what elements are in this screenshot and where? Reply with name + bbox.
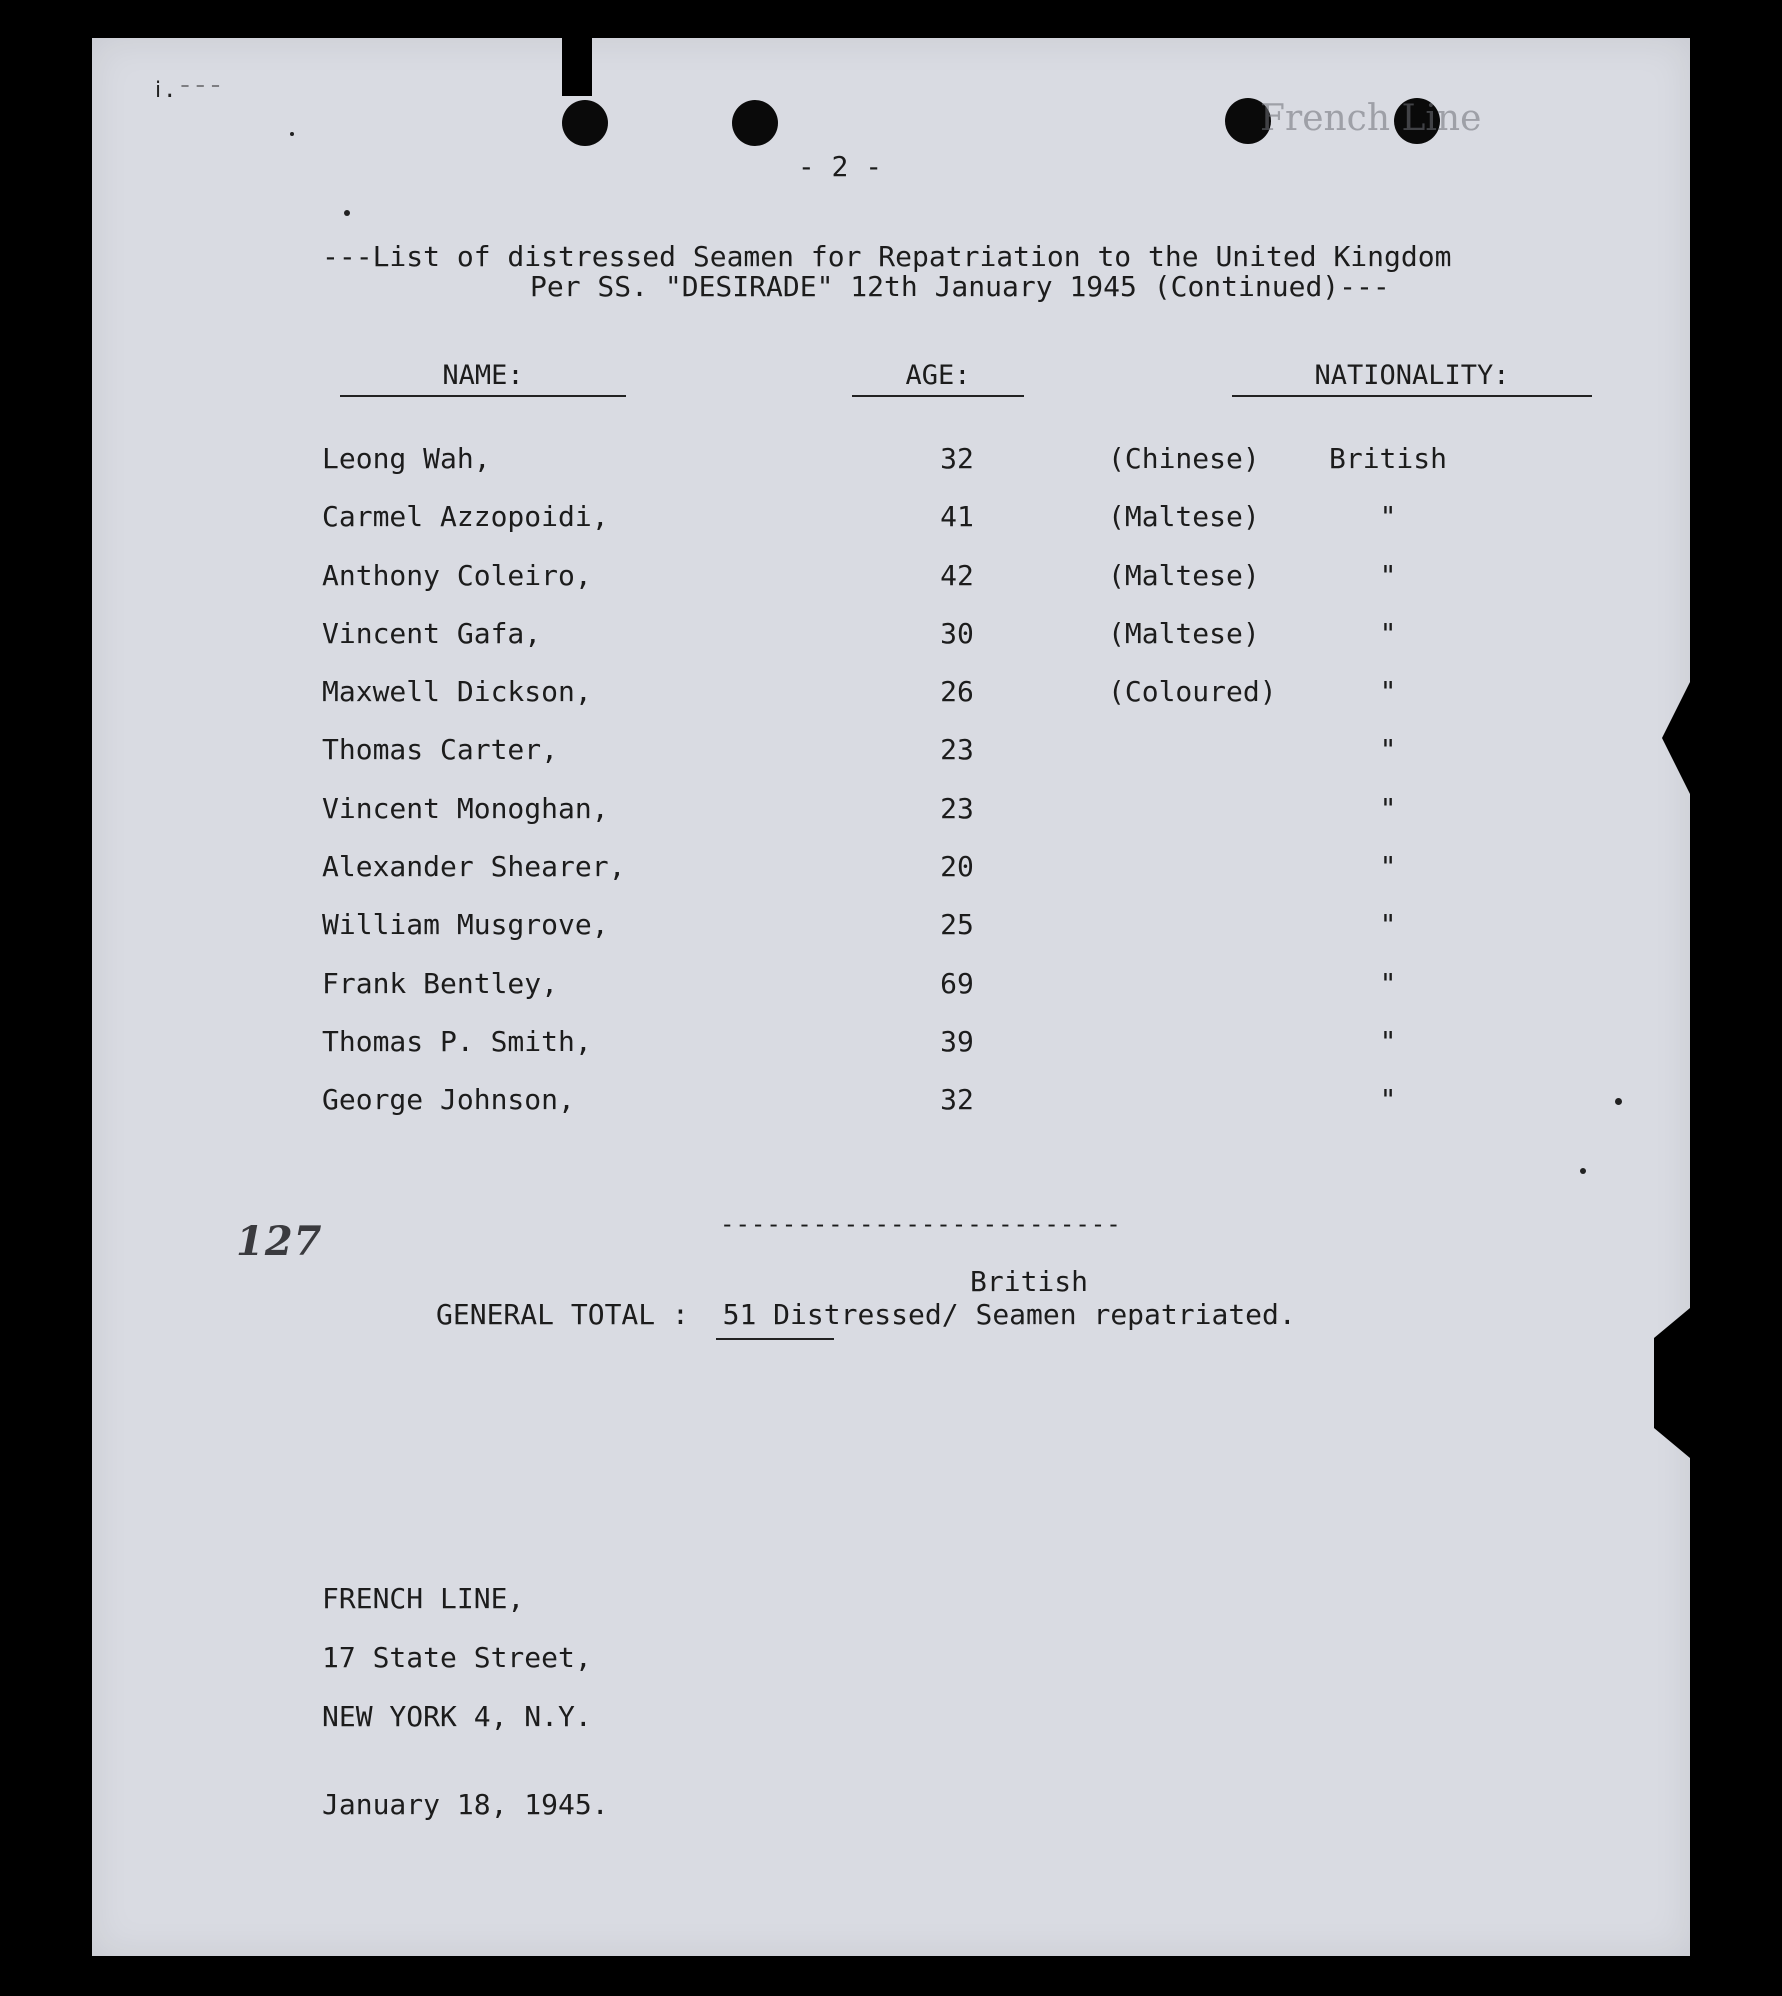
column-header-age: AGE: — [852, 360, 1024, 397]
seaman-age: 20 — [940, 850, 974, 884]
seaman-nationality: " — [1379, 966, 1397, 1000]
page-tear — [1654, 1308, 1690, 1458]
seaman-nationality: " — [1379, 791, 1397, 825]
seaman-name: Leong Wah, — [322, 442, 491, 475]
seaman-name: Alexander Shearer, — [322, 850, 626, 884]
seaman-nationality: " — [1379, 733, 1397, 767]
seaman-origin: (Coloured) — [1108, 675, 1277, 709]
inserted-word: British — [970, 1265, 1089, 1298]
table-row — [322, 792, 1522, 850]
seaman-age: 41 — [940, 500, 974, 534]
seaman-age: 32 — [940, 442, 974, 475]
ink-speck — [1580, 1168, 1586, 1174]
seaman-name: George Johnson, — [322, 1083, 575, 1117]
page-tear — [562, 38, 592, 96]
page-tear — [1662, 678, 1692, 798]
table-row — [322, 733, 1522, 791]
seaman-name: Maxwell Dickson, — [322, 675, 592, 709]
seaman-nationality: " — [1379, 850, 1397, 884]
general-total-label: GENERAL TOTAL : — [436, 1298, 689, 1331]
address-line-1: FRENCH LINE, — [322, 1582, 525, 1615]
seaman-nationality: " — [1379, 908, 1397, 942]
punch-hole — [732, 100, 778, 146]
seaman-origin: (Maltese) — [1108, 558, 1260, 592]
seaman-age: 30 — [940, 616, 974, 650]
seaman-nationality: " — [1379, 558, 1397, 592]
table-row — [322, 442, 1522, 500]
seaman-age: 25 — [940, 908, 974, 942]
column-header-nationality: NATIONALITY: — [1232, 360, 1592, 397]
title-line-2: Per SS. "DESIRADE" 12th January 1945 (Continued)--- — [530, 270, 1390, 303]
seaman-age: 69 — [940, 966, 974, 1000]
table-row — [322, 675, 1522, 733]
seaman-origin: (Maltese) — [1108, 616, 1260, 650]
seaman-age: 23 — [940, 791, 974, 825]
seaman-origin: (Maltese) — [1108, 500, 1260, 534]
column-header-name: NAME: — [340, 360, 626, 397]
stamp-number: 127 — [236, 1218, 323, 1265]
table-row — [322, 967, 1522, 1025]
general-total — [436, 1298, 1296, 1331]
punch-hole — [562, 100, 608, 146]
seaman-nationality: " — [1379, 616, 1397, 650]
table-row — [322, 850, 1522, 908]
document-title — [322, 242, 1602, 302]
seaman-nationality: British — [1328, 442, 1447, 475]
seaman-nationality: " — [1379, 675, 1397, 709]
general-total-text: 51 Distressed/ Seamen repatriated. — [722, 1298, 1296, 1331]
address-line-2: 17 State Street, — [322, 1641, 592, 1674]
table-row — [322, 1083, 1522, 1141]
seaman-age: 39 — [940, 1024, 974, 1058]
table-row — [322, 617, 1522, 675]
separator-line: -------------------------- — [720, 1210, 1122, 1238]
table-row — [322, 1025, 1522, 1083]
seaman-nationality: " — [1379, 500, 1397, 534]
ink-speck — [290, 132, 294, 136]
table-row — [322, 500, 1522, 558]
page-number: - 2 - — [797, 150, 883, 183]
table-row — [322, 559, 1522, 617]
seaman-name: Thomas Carter, — [322, 733, 559, 767]
seaman-name: Vincent Gafa, — [322, 616, 542, 650]
seaman-nationality: " — [1379, 1024, 1397, 1058]
seaman-age: 26 — [940, 675, 974, 709]
document-date: January 18, 1945. — [322, 1788, 609, 1821]
seamen-list — [322, 442, 1522, 1142]
seaman-name: Vincent Monoghan, — [322, 791, 609, 825]
seaman-origin: (Chinese) — [1108, 442, 1260, 475]
seaman-name: Thomas P. Smith, — [322, 1024, 592, 1058]
seaman-name: Carmel Azzopoidi, — [322, 500, 609, 534]
seaman-name: Frank Bentley, — [322, 966, 559, 1000]
seaman-name: Anthony Coleiro, — [322, 558, 592, 592]
ink-speck — [344, 210, 350, 216]
seaman-age: 32 — [940, 1083, 974, 1117]
total-underline — [716, 1338, 834, 1340]
corner-mark: ⅰ.⁻⁻⁻ — [155, 78, 225, 103]
faint-letterhead: French Line — [1260, 98, 1482, 139]
seaman-name: William Musgrove, — [322, 908, 609, 942]
seaman-nationality: " — [1379, 1083, 1397, 1117]
table-row — [322, 908, 1522, 966]
seaman-age: 23 — [940, 733, 974, 767]
seaman-age: 42 — [940, 558, 974, 592]
address-line-3: NEW YORK 4, N.Y. — [322, 1700, 592, 1733]
ink-speck — [1615, 1098, 1622, 1105]
title-line-1: ---List of distressed Seamen for Repatriation to the United Kingdom — [322, 240, 1452, 273]
